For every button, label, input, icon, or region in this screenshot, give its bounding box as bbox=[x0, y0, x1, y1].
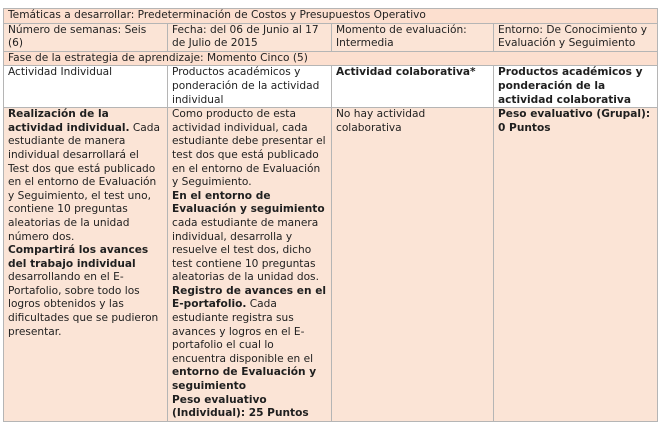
fecha-cell: Fecha: del 06 de Junio al 17 de Julio de 2015 bbox=[168, 23, 332, 51]
registro-bold: Registro de avances en el E-portafolio. bbox=[172, 284, 327, 311]
colaborativa-cell: No hay actividad colaborativa bbox=[332, 108, 494, 422]
realizacion-text: Cada estudiante de manera individual desarrollará el Test dos que está publicado en el entorno de Evaluación y Seguimiento, el test uno, contiene 10 preguntas aleatorias de la unidad número dos. bbox=[8, 121, 161, 243]
individual-activity-cell bbox=[4, 108, 168, 422]
productos-intro: Como producto de esta actividad individual, cada estudiante debe presentar el test dos que está publicado en el entorno de Evaluación y Seguimiento. bbox=[172, 108, 326, 189]
col-header-individual: Actividad Individual bbox=[4, 66, 168, 108]
realizacion-bold: Realización de la actividad individual. bbox=[8, 108, 130, 134]
registro-bold-2: entorno de Evaluación y seguimiento bbox=[172, 366, 317, 393]
peso-individual: Peso evaluativo (Individual): 25 Puntos bbox=[172, 393, 309, 420]
peso-grupal-cell: Peso evaluativo (Grupal): 0 Puntos bbox=[494, 108, 658, 422]
tematicas-cell: Temáticas a desarrollar: Predeterminación de Costos y Presupuestos Operativo bbox=[4, 9, 658, 24]
col-header-productos-colaborativa: Productos académicos y ponderación de la actividad colaborativa bbox=[494, 66, 658, 108]
semanas-cell: Número de semanas: Seis (6) bbox=[4, 23, 168, 51]
individual-activity-paragraph bbox=[8, 108, 163, 244]
compartira-paragraph bbox=[8, 244, 163, 339]
productos-individual-cell bbox=[168, 108, 332, 422]
compartira-text: desarrollando en el E-Portafolio, sobre todo los logros obtenidos y las dificultades que se pudieron presentar. bbox=[8, 271, 159, 338]
fase-cell: Fase de la estrategia de aprendizaje: Momento Cinco (5) bbox=[4, 51, 658, 66]
entorno-text: cada estudiante de manera individual, desarrolla y resuelve el test dos, dicho test contiene 10 preguntas aleatorias de la unidad dos. bbox=[172, 216, 319, 284]
entorno-cell: Entorno: De Conocimiento y Evaluación y Seguimiento bbox=[494, 23, 658, 51]
entorno-paragraph bbox=[172, 190, 327, 285]
col-header-colaborativa: Actividad colaborativa* bbox=[332, 66, 494, 108]
compartira-bold: Compartirá los avances del trabajo individual bbox=[8, 244, 149, 270]
col-header-productos-individual: Productos académicos y ponderación de la actividad individual bbox=[168, 66, 332, 108]
activity-table bbox=[3, 8, 658, 422]
registro-text: Cada estudiante registra sus avances y logros en el E-portafolio el cual lo encuentra disponible en el bbox=[172, 298, 314, 365]
entorno-bold: En el entorno de Evaluación y seguimiento bbox=[172, 189, 325, 216]
registro-paragraph bbox=[172, 285, 327, 394]
momento-cell: Momento de evaluación: Intermedia bbox=[332, 23, 494, 51]
